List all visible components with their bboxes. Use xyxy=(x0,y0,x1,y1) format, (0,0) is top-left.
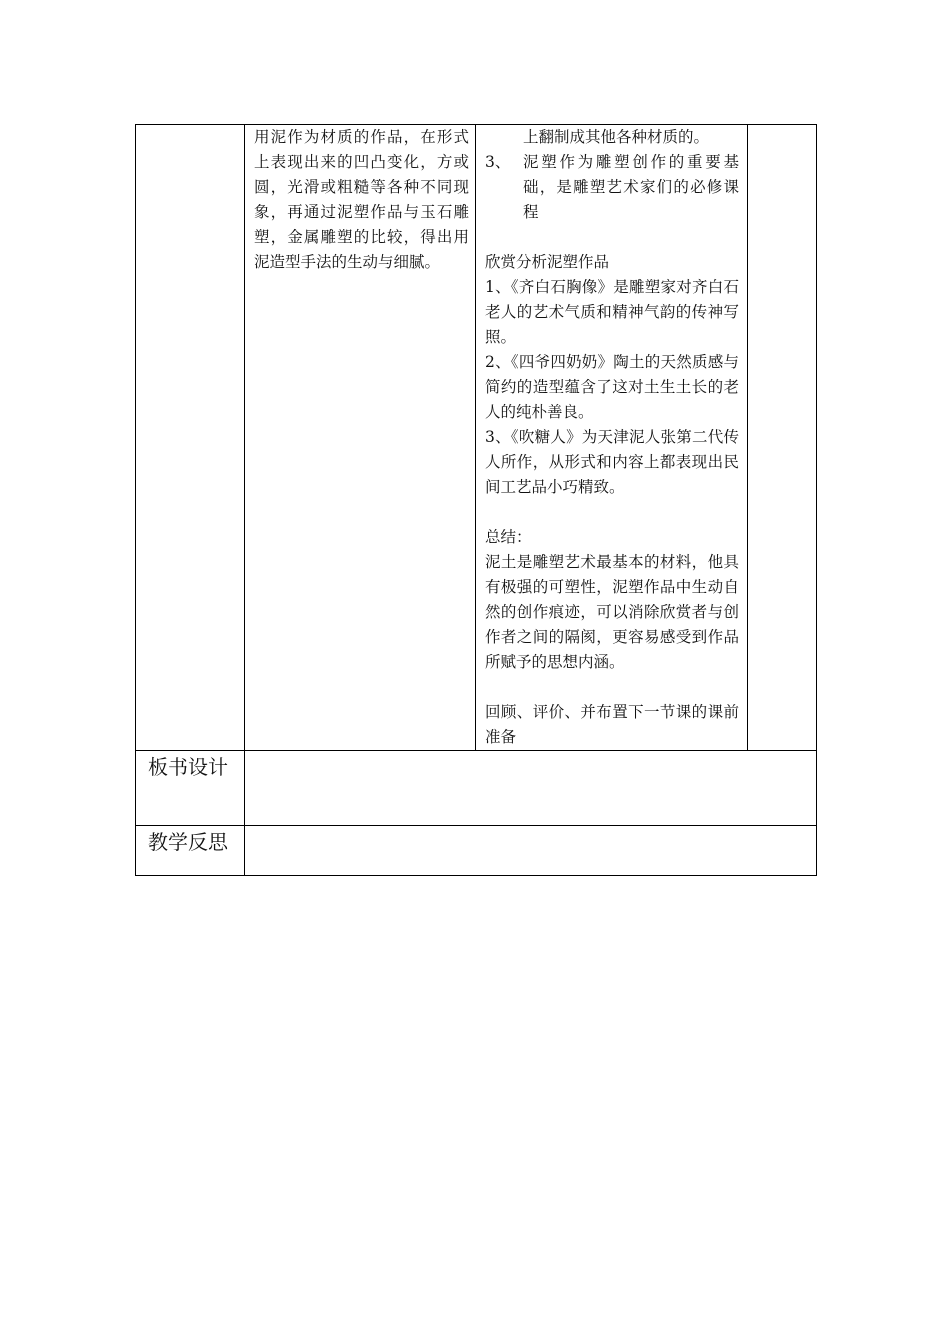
board-design-label-cell xyxy=(136,751,245,826)
reflection-label-cell xyxy=(136,826,245,876)
spacer xyxy=(485,500,739,525)
reflection-label: 教学反思 xyxy=(148,830,228,854)
design-intent-text: 用泥作为材质的作品，在形式上表现出来的凹凸变化，方或圆，光滑或粗糙等各种不同现象，再通过泥塑作品与玉石雕塑，金属雕塑的比较，得出用泥造型手法的生动与细腻。 xyxy=(254,128,469,271)
closing-text: 回顾、评价、并布置下一节课的课前准备 xyxy=(485,703,739,746)
board-design-label: 板书设计 xyxy=(148,755,228,779)
board-design-row xyxy=(136,751,817,826)
spacer xyxy=(485,675,739,700)
stage-cell xyxy=(136,125,245,751)
summary-heading: 总结： xyxy=(485,528,532,546)
summary-text: 泥土是雕塑艺术最基本的材料，他具有极强的可塑性，泥塑作品中生动自然的创作痕迹，可以消除欣赏者与创作者之间的隔阂，更容易感受到作品所赋予的思想内涵。 xyxy=(485,553,739,671)
notes-cell xyxy=(748,125,817,751)
work-item-2: 2、《四爷四奶奶》陶土的天然质感与简约的造型蕴含了这对土生土长的老人的纯朴善良。 xyxy=(485,353,739,421)
list-item-3 xyxy=(485,150,739,225)
teaching-content xyxy=(476,125,747,750)
work-item-3: 3、《吹糖人》为天津泥人张第二代传人所作，从形式和内容上都表现出民间工艺品小巧精致。 xyxy=(485,428,739,496)
list-number: 3、 xyxy=(485,153,511,171)
work-item-1: 1、《齐白石胸像》是雕塑家对齐白石老人的艺术气质和精神气韵的传神写照。 xyxy=(485,278,739,346)
spacer xyxy=(485,225,739,250)
design-intent-cell xyxy=(245,125,476,751)
list-item-text: 泥塑作为雕塑创作的重要基础，是雕塑艺术家们的必修课程 xyxy=(523,153,739,221)
teaching-content-cell xyxy=(476,125,748,751)
reflection-content-cell xyxy=(245,826,817,876)
appreciation-heading: 欣赏分析泥塑作品 xyxy=(485,253,610,271)
teaching-reflection-row xyxy=(136,826,817,876)
continued-line: 上翻制成其他各种材质的。 xyxy=(523,128,710,146)
lesson-plan-table xyxy=(135,124,817,876)
board-design-content-cell xyxy=(245,751,817,826)
teaching-process-row xyxy=(136,125,817,751)
